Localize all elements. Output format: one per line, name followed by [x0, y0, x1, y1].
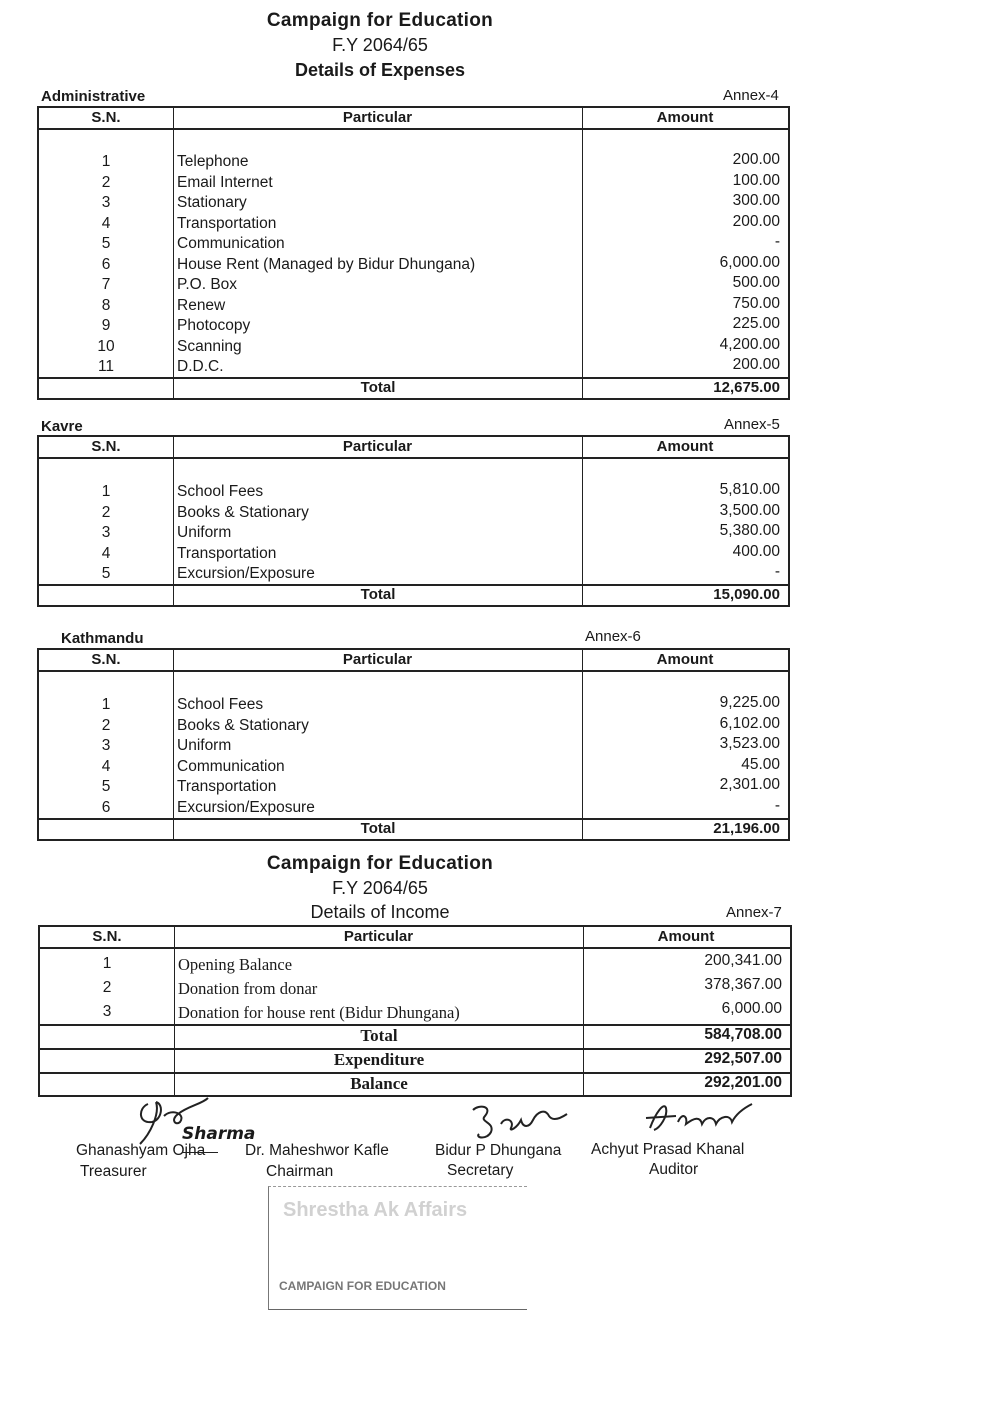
organization-stamp	[268, 1186, 527, 1310]
row-particular: House Rent (Managed by Bidur Dhungana)	[177, 255, 476, 273]
row-particular: Uniform	[177, 737, 232, 754]
col-amount: Amount	[657, 928, 715, 945]
row-particular: Opening Balance	[178, 955, 293, 974]
table-row	[39, 714, 788, 738]
table-row	[39, 212, 788, 236]
row-amount: 200.00	[732, 212, 780, 230]
row-particular: Donation from donar	[178, 979, 318, 998]
kavre-table	[37, 435, 790, 607]
total-amount: 12,675.00	[713, 379, 780, 396]
col-particular: Particular	[342, 438, 413, 455]
row-particular: Communication	[177, 235, 285, 252]
row-sn: 4	[101, 214, 111, 232]
handwritten-correction: Sharma	[182, 1124, 256, 1144]
table-row	[39, 778, 788, 799]
total-amount: 21,196.00	[713, 820, 780, 837]
row-sn: 2	[101, 173, 111, 191]
table-row	[39, 235, 788, 256]
row-particular: Renew	[177, 296, 226, 314]
row-sn: 2	[101, 716, 111, 734]
stamp-line-1: Shrestha Ak Affairs	[283, 1199, 468, 1221]
row-sn: 10	[97, 337, 115, 355]
col-particular: Particular	[342, 109, 413, 126]
row-amount: 6,102.00	[719, 714, 780, 732]
row-sn: 3	[102, 1003, 112, 1020]
row-particular: Scanning	[177, 337, 242, 355]
table-row	[39, 335, 788, 359]
total-row	[39, 584, 788, 605]
signatory-name-treasurer: Ghanashyam Ojha	[76, 1142, 206, 1159]
income-fiscal-year: F.Y 2064/65	[332, 878, 428, 898]
table-row	[39, 317, 788, 338]
row-particular: Books & Stationary	[177, 716, 309, 734]
org-title: Campaign for Education	[266, 10, 494, 31]
table-row	[39, 153, 788, 174]
row-sn: 9	[101, 317, 111, 334]
row-sn: 2	[102, 979, 112, 996]
total-row	[39, 818, 788, 839]
row-particular: Excursion/Exposure	[177, 798, 315, 816]
row-sn: 3	[101, 737, 111, 754]
row-sn: 5	[101, 565, 111, 582]
row-sn: 2	[101, 503, 111, 521]
row-particular: Excursion/Exposure	[177, 565, 315, 582]
fiscal-year: F.Y 2064/65	[332, 35, 428, 55]
row-amount: -	[774, 796, 780, 814]
row-amount: 225.00	[732, 315, 780, 332]
table-row	[40, 976, 790, 1000]
table-row	[39, 483, 788, 504]
summary-amount: 292,507.00	[704, 1050, 782, 1067]
row-amount: 200.00	[732, 151, 780, 168]
row-particular: School Fees	[177, 483, 264, 500]
row-amount: 100.00	[732, 171, 780, 189]
row-particular: Donation for house rent (Bidur Dhungana)	[178, 1003, 460, 1022]
col-particular: Particular	[343, 928, 414, 945]
row-particular: P.O. Box	[177, 276, 238, 293]
table-row	[40, 952, 790, 976]
table-header	[39, 650, 788, 672]
row-particular: Transportation	[177, 544, 277, 562]
annex-label: Annex-7	[726, 904, 782, 921]
signatory-role-auditor: Auditor	[649, 1161, 699, 1178]
table-row	[39, 737, 788, 758]
col-amount: Amount	[656, 438, 714, 455]
row-amount: 5,380.00	[719, 522, 780, 539]
total-row	[39, 377, 788, 398]
strikethrough-line	[182, 1152, 218, 1153]
row-particular: Stationary	[177, 194, 247, 211]
col-amount: Amount	[656, 651, 714, 668]
row-amount: 400.00	[732, 542, 780, 560]
row-sn: 1	[101, 483, 111, 500]
row-particular: Transportation	[177, 214, 277, 232]
row-particular: School Fees	[177, 696, 264, 713]
signatory-role-chairman: Chairman	[266, 1163, 334, 1180]
row-sn: 8	[101, 296, 111, 314]
table-row	[39, 171, 788, 195]
signatory-name-secretary: Bidur P Dhungana	[435, 1142, 562, 1159]
row-amount: -	[774, 563, 780, 580]
col-sn: S.N.	[91, 109, 121, 126]
table-header	[40, 927, 790, 949]
table-header	[39, 108, 788, 130]
annex-label: Annex-6	[585, 628, 641, 645]
row-amount: 45.00	[741, 755, 780, 773]
total-label: Total	[360, 379, 396, 396]
col-sn: S.N.	[92, 928, 122, 945]
section-label-administrative: Administrative	[41, 88, 146, 105]
col-particular: Particular	[342, 651, 413, 668]
income-expenditure-row	[40, 1048, 790, 1072]
table-row	[39, 796, 788, 820]
section-label-kathmandu: Kathmandu	[61, 630, 144, 647]
annex-label: Annex-4	[723, 87, 779, 104]
row-particular: Books & Stationary	[177, 503, 309, 521]
row-amount: 200.00	[732, 356, 780, 373]
row-amount: 200,341.00	[704, 952, 782, 969]
row-amount: -	[774, 233, 780, 250]
row-amount: 750.00	[732, 294, 780, 312]
row-sn: 3	[101, 524, 111, 541]
row-amount: 6,000.00	[721, 1000, 782, 1017]
table-row	[39, 524, 788, 545]
row-particular: Email Internet	[177, 173, 273, 191]
summary-amount: 292,201.00	[704, 1074, 782, 1091]
row-sn: 4	[101, 757, 111, 775]
row-sn: 6	[101, 798, 111, 816]
summary-label: Balance	[350, 1074, 408, 1093]
row-particular: D.D.C.	[177, 358, 224, 375]
table-row	[39, 276, 788, 297]
total-label: Total	[360, 586, 396, 603]
row-particular: Photocopy	[177, 317, 251, 334]
summary-label: Expenditure	[333, 1050, 425, 1069]
row-amount: 4,200.00	[719, 335, 780, 353]
row-amount: 378,367.00	[704, 976, 782, 993]
row-particular: Communication	[177, 757, 285, 775]
expenses-subtitle: Details of Expenses	[294, 60, 466, 80]
row-particular: Transportation	[177, 778, 277, 795]
table-row	[39, 358, 788, 379]
row-amount: 3,523.00	[719, 735, 780, 752]
summary-label: Total	[360, 1026, 398, 1045]
row-particular: Uniform	[177, 524, 232, 541]
kathmandu-table	[37, 648, 790, 841]
table-row	[40, 1000, 790, 1024]
table-row	[39, 501, 788, 525]
row-sn: 3	[101, 194, 111, 211]
section-label-kavre: Kavre	[41, 418, 83, 435]
row-particular: Telephone	[177, 153, 249, 170]
row-sn: 1	[102, 955, 112, 972]
income-org-title: Campaign for Education	[266, 853, 494, 874]
signatory-role-treasurer: Treasurer	[80, 1163, 147, 1180]
administrative-table	[37, 106, 790, 400]
row-amount: 5,810.00	[719, 481, 780, 498]
row-amount: 9,225.00	[719, 694, 780, 711]
table-row	[39, 565, 788, 586]
col-amount: Amount	[656, 109, 714, 126]
table-row	[39, 194, 788, 215]
total-amount: 15,090.00	[713, 586, 780, 603]
table-header	[39, 437, 788, 459]
total-label: Total	[360, 820, 396, 837]
signatory-name-auditor: Achyut Prasad Khanal	[591, 1141, 745, 1158]
income-subtitle: Details of Income	[310, 902, 450, 922]
signatory-name-chairman: Dr. Maheshwor Kafle	[245, 1142, 389, 1159]
table-row	[39, 294, 788, 318]
row-amount: 3,500.00	[719, 501, 780, 519]
income-balance-row	[40, 1072, 790, 1096]
col-sn: S.N.	[91, 651, 121, 668]
row-amount: 2,301.00	[719, 776, 780, 793]
row-amount: 500.00	[732, 274, 780, 291]
table-row	[39, 696, 788, 717]
annex-label: Annex-5	[724, 416, 780, 433]
income-total-row	[40, 1024, 790, 1048]
row-sn: 4	[101, 544, 111, 562]
table-row	[39, 755, 788, 779]
stamp-line-2: CAMPAIGN FOR EDUCATION	[279, 1279, 446, 1293]
row-amount: 300.00	[732, 192, 780, 209]
table-row	[39, 253, 788, 277]
auditor-signature	[640, 1098, 760, 1138]
col-sn: S.N.	[91, 438, 121, 455]
row-sn: 1	[101, 153, 111, 170]
row-sn: 5	[101, 235, 111, 252]
row-sn: 7	[101, 276, 111, 293]
table-row	[39, 542, 788, 566]
row-sn: 11	[97, 358, 115, 375]
row-sn: 6	[101, 255, 111, 273]
secretary-signature	[465, 1098, 575, 1146]
signatory-role-secretary: Secretary	[447, 1162, 514, 1179]
income-table	[38, 925, 792, 1097]
summary-amount: 584,708.00	[704, 1026, 782, 1043]
row-sn: 5	[101, 778, 111, 795]
row-amount: 6,000.00	[719, 253, 780, 271]
row-sn: 1	[101, 696, 111, 713]
